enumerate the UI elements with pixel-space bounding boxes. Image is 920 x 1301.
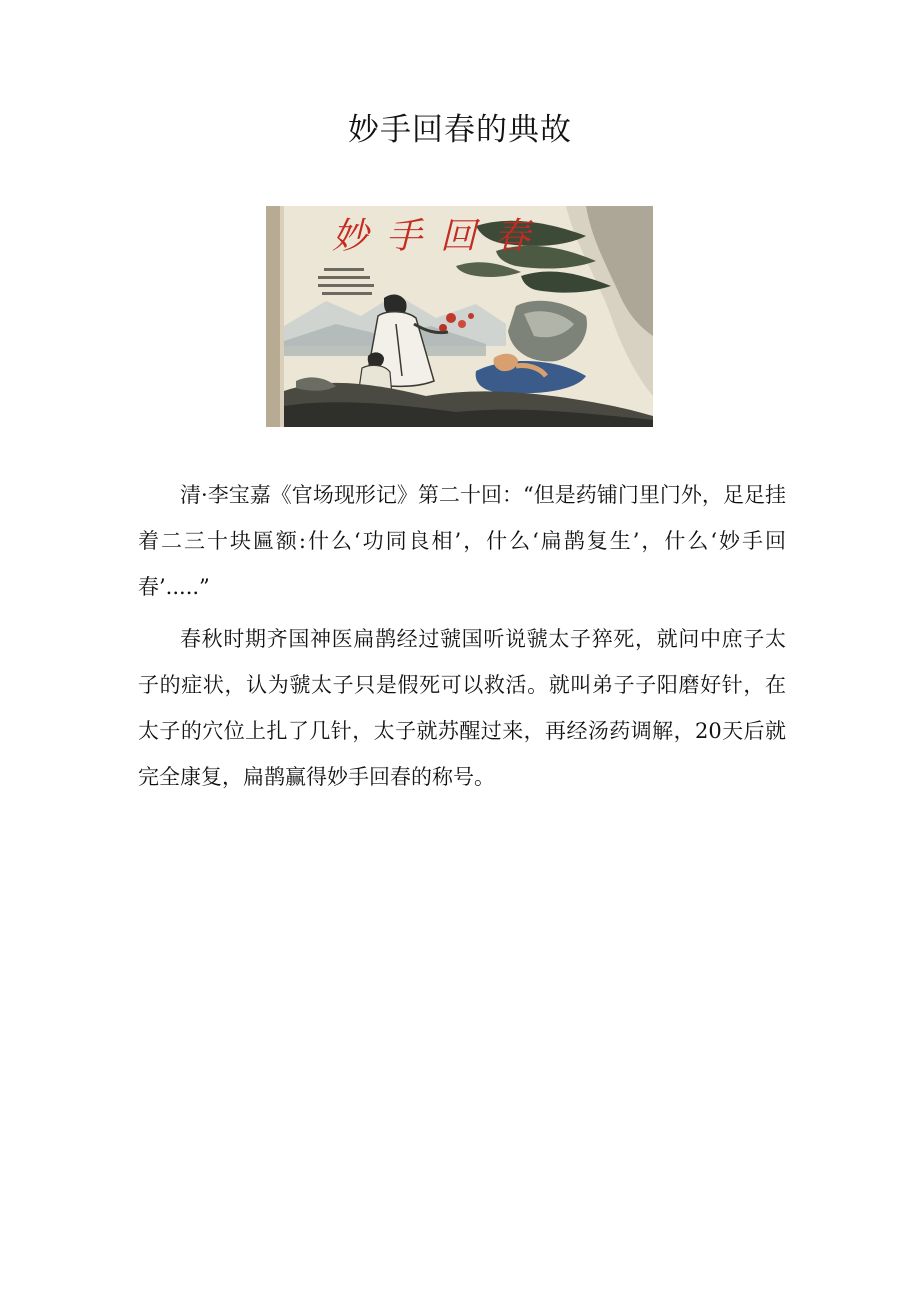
page-title: 妙手回春的典故 bbox=[348, 112, 572, 148]
cover-calligraphy-title: 妙手回春 bbox=[332, 216, 549, 257]
paragraph-quote: 清·李宝嘉《官场现形记》第二十回：“但是药铺门里门外，足足挂着二三十块匾额:什么‘功同良相’，什么‘扁鹊复生’，什么‘妙手回春’.....” bbox=[138, 483, 786, 599]
body-text bbox=[138, 472, 786, 806]
paragraph-story: 春秋时期齐国神医扁鹊经过虢国听说虢太子猝死，就问中庶子太子的症状，认为虢太子只是假死可以救活。就叫弟子子阳磨好针，在太子的穴位上扎了几针，太子就苏醒过来，再经汤药调解，20天后就完全康复，扁鹊赢得妙手回春的称号。 bbox=[138, 627, 786, 789]
cover-illustration bbox=[266, 206, 653, 427]
cover-illustration-art bbox=[266, 206, 653, 427]
